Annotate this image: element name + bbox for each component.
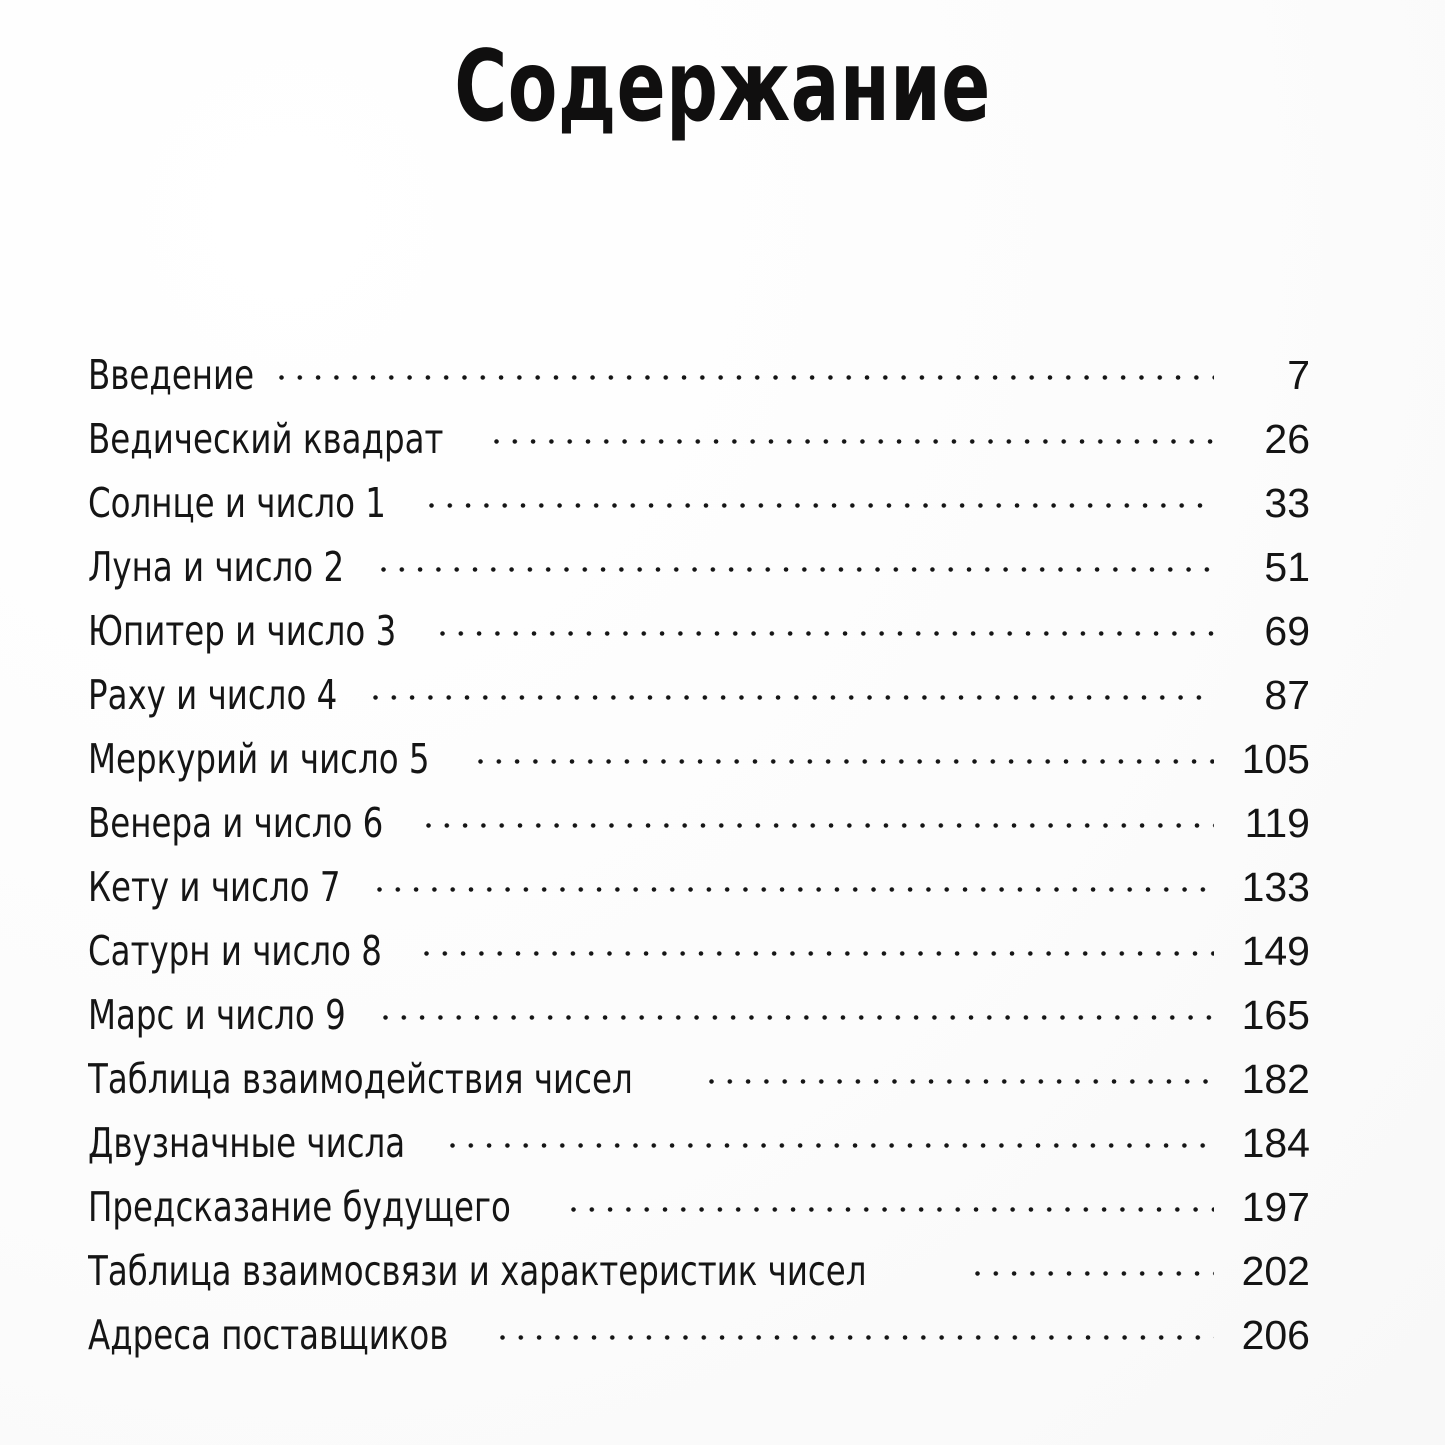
toc-entry-page-number: 206 (1241, 1312, 1310, 1358)
toc-dot-leader (426, 796, 1214, 837)
toc-entry-title: Венера и число 6 (88, 799, 384, 847)
toc-entry[interactable] (88, 476, 1310, 540)
toc-entry-page-number: 149 (1241, 928, 1310, 974)
toc-entry-page-number: 182 (1241, 1056, 1310, 1102)
toc-entry[interactable] (88, 732, 1310, 796)
toc-dot-leader (383, 988, 1214, 1029)
toc-entry-title: Двузначные числа (88, 1119, 406, 1167)
toc-dot-leader (377, 860, 1214, 901)
toc-entry-title: Ведический квадрат (88, 415, 444, 463)
toc-entry-page-number: 69 (1264, 608, 1310, 654)
toc-entry-page-number: 202 (1241, 1248, 1310, 1294)
toc-dot-leader (494, 412, 1214, 453)
toc-entry[interactable] (88, 1116, 1310, 1180)
toc-dot-leader (450, 1116, 1214, 1157)
toc-entry[interactable] (88, 604, 1310, 668)
toc-dot-leader (424, 924, 1214, 965)
toc-entry-title: Сатурн и число 8 (88, 927, 382, 975)
toc-entry-title: Луна и число 2 (88, 543, 345, 591)
toc-entry[interactable] (88, 860, 1310, 924)
toc-dot-leader (440, 604, 1214, 645)
toc-dot-leader (279, 348, 1214, 389)
toc-dot-leader (709, 1052, 1214, 1093)
toc-entry-title: Юпитер и число 3 (88, 607, 397, 655)
toc-entry[interactable] (88, 1052, 1310, 1116)
toc-entry-title: Предсказание будущего (88, 1183, 511, 1231)
toc-entry[interactable] (88, 1244, 1310, 1308)
toc-entry-page-number: 133 (1241, 864, 1310, 910)
toc-entry-page-number: 51 (1264, 544, 1310, 590)
toc-entry-title: Марс и число 9 (88, 991, 346, 1039)
toc-entry-title: Адреса поставщиков (88, 1311, 449, 1359)
toc-entry-page-number: 26 (1264, 416, 1310, 462)
toc-entry[interactable] (88, 796, 1310, 860)
toc-entry-title: Таблица взаимодействия чисел (88, 1055, 633, 1103)
toc-entry-page-number: 119 (1244, 800, 1310, 846)
toc-entry-title: Кету и число 7 (88, 863, 341, 911)
toc-entry[interactable] (88, 1308, 1310, 1372)
toc-dot-leader (478, 732, 1214, 773)
toc-entry-page-number: 87 (1264, 672, 1310, 718)
toc-entry-page-number: 7 (1287, 352, 1310, 398)
toc-entry-page-number: 33 (1264, 480, 1310, 526)
toc-entry-title: Введение (88, 351, 255, 399)
toc-entry[interactable] (88, 988, 1310, 1052)
toc-entry-title: Таблица взаимосвязи и характеристик чисел (88, 1247, 867, 1295)
toc-dot-leader (571, 1180, 1214, 1221)
toc-entry[interactable] (88, 668, 1310, 732)
toc-dot-leader (429, 476, 1214, 517)
toc-entry-title: Раху и число 4 (88, 671, 338, 719)
toc-dot-leader (381, 540, 1214, 581)
toc-entry-title: Солнце и число 1 (88, 479, 386, 527)
toc-entry-page-number: 184 (1241, 1120, 1310, 1166)
toc-entry-page-number: 197 (1241, 1184, 1310, 1230)
page-title: Содержание (454, 30, 991, 144)
toc-entry-title: Меркурий и число 5 (88, 735, 430, 783)
toc-entry[interactable] (88, 540, 1310, 604)
toc-entry[interactable] (88, 348, 1310, 412)
toc-entry[interactable] (88, 924, 1310, 988)
toc-entry[interactable] (88, 412, 1310, 476)
toc-entry[interactable] (88, 1180, 1310, 1244)
toc-dot-leader (500, 1308, 1214, 1349)
toc-entry-page-number: 105 (1241, 736, 1310, 782)
toc-entry-page-number: 165 (1241, 992, 1310, 1038)
toc-dot-leader (373, 668, 1214, 709)
toc-dot-leader (975, 1244, 1214, 1285)
table-of-contents-list (88, 348, 1310, 1372)
